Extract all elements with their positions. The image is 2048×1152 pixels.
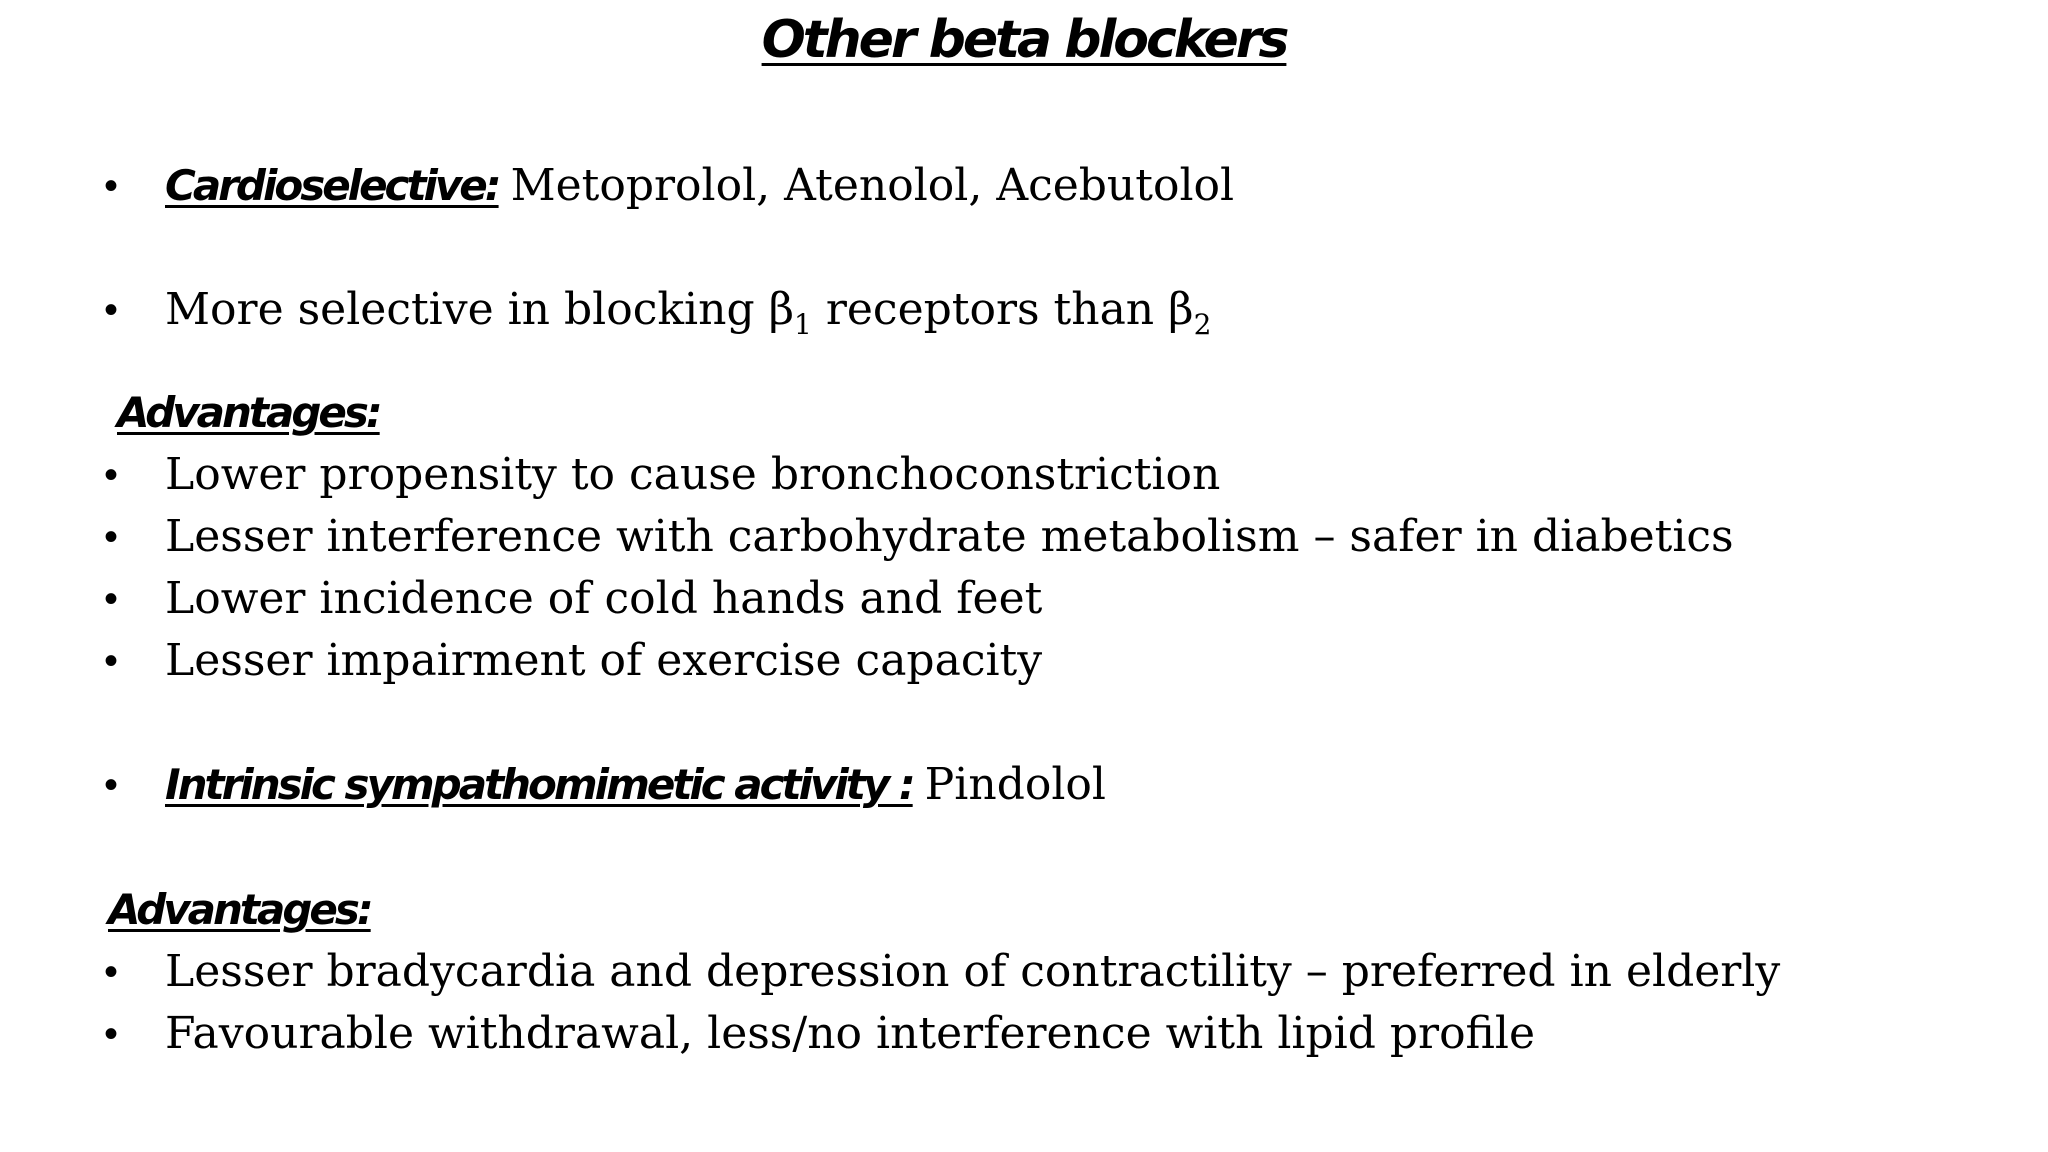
bullet: • bbox=[104, 288, 119, 332]
beta2-subscript: 2 bbox=[1193, 308, 1212, 341]
advantage-2-text: Lesser bradycardia and depression of contractility – preferred in elderly bbox=[165, 946, 1781, 997]
advantages-heading-2: Advantages: bbox=[108, 885, 371, 934]
bullet: • bbox=[104, 453, 119, 497]
advantage-1-text: Lower propensity to cause bronchoconstriction bbox=[165, 449, 1221, 500]
isa-drugs: Pindolol bbox=[924, 759, 1106, 810]
bullet: • bbox=[104, 639, 119, 683]
advantage-2-text: Favourable withdrawal, less/no interference with lipid profile bbox=[165, 1008, 1536, 1059]
advantage-1-text: Lesser impairment of exercise capacity bbox=[165, 635, 1043, 686]
selectivity-text-middle: receptors than β bbox=[811, 284, 1194, 335]
beta1-subscript: 1 bbox=[794, 308, 812, 341]
isa-label: Intrinsic sympathomimetic activity : bbox=[165, 760, 913, 809]
bullet: • bbox=[104, 1012, 119, 1056]
bullet: • bbox=[104, 164, 119, 208]
slide-title: Other beta blockers bbox=[761, 10, 1287, 70]
bullet: • bbox=[104, 515, 119, 559]
advantages-heading-1: Advantages: bbox=[117, 388, 380, 437]
bullet: • bbox=[104, 577, 119, 621]
advantage-1-text: Lower incidence of cold hands and feet bbox=[165, 573, 1043, 624]
bullet: • bbox=[104, 950, 119, 994]
selectivity-text-before: More selective in blocking β bbox=[165, 284, 795, 335]
cardioselective-label: Cardioselective: bbox=[165, 161, 499, 210]
advantage-1-text: Lesser interference with carbohydrate metabolism – safer in diabetics bbox=[165, 511, 1734, 562]
cardioselective-drugs: Metoprolol, Atenolol, Acebutolol bbox=[510, 160, 1235, 211]
bullet: • bbox=[104, 763, 119, 807]
